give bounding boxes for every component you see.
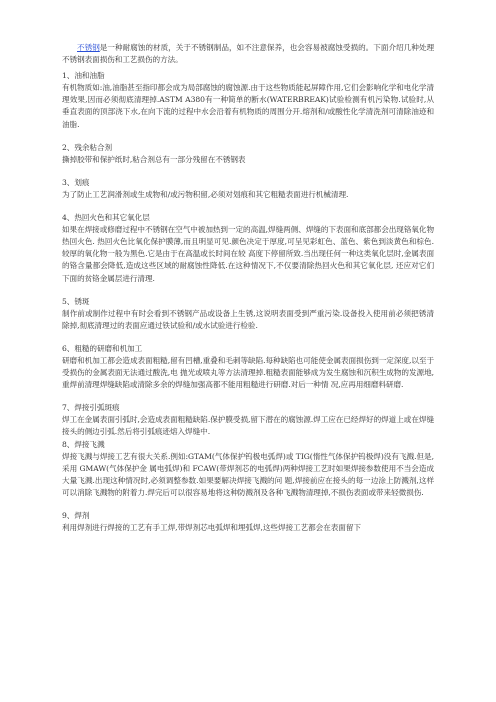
intro-paragraph (62, 42, 434, 66)
section-heading-rust: 5、锈斑 (62, 296, 90, 306)
section-heading-arc-strike: 7、焊接引弧斑痕 (62, 403, 120, 413)
section-heading-scratches: 3、划痕 (62, 177, 90, 187)
section-body-adhesive: 撕掉胶带和保护纸时,粘合剂总有一部分残留在不锈钢表 (62, 154, 246, 164)
section-heading-adhesive: 2、残余粘合剂 (62, 142, 113, 152)
section-heading-oil: 1、油和油脂 (62, 71, 105, 81)
section-heading-grinding: 6、粗糙的研磨和机加工 (62, 343, 143, 353)
section-body-rust: 制作前或制作过程中有时会看到不锈钢产品或设备上生锈,这说明表面受到严重污染.设备投入使用前必须把锈清除掉,彻底清理过的表面应通过铁试验和/或水试验进行检验. (62, 308, 434, 330)
section-body-oil: 有机物质如:油,油脂甚至指印都会成为局部腐蚀的腐蚀源.由于这些物质能起屏障作用,它们会影响化学和电化学清理效果,因而必须彻底清理掉.ASTM A380有一种简单的断水(WATERBREAK)试验检测有机污染物.试验时,从垂直表面的顶部浇下水,在向下流的过程中水会沿着有机物质的周围分开.熔剂和/或酸性化学清洗剂可清除油迹和油脂. (62, 83, 434, 129)
intro-text: 是一种耐腐蚀的材质，关于不锈钢制品，如不注意保养，也会容易被腐蚀受损的。下面介绍几种处理不锈钢表面损伤和工艺损伤的方法。 (62, 43, 434, 65)
stainless-steel-link[interactable]: 不锈钢 (77, 43, 100, 52)
section-heading-spatter: 8、焊接飞溅 (62, 439, 105, 449)
document-page (62, 42, 434, 534)
section-body-heat-tint: 如果在焊接或修磨过程中不锈钢在空气中被加热到一定的高温,焊缝两侧、焊缝的下表面和底部都会出现铬氧化物热回火色. 热回火色比氧化保护膜薄,而且明显可见.颜色决定于厚度,可呈见彩虹色、蓝色、紫色到淡黄色和棕色.较厚的氧化物一般为黑色.它是由于在高温或长时间在较 高度下停留所致.当出现任何一种这类氧化层时,金属表面的铬含量都会降低,造成这些区域的耐腐蚀性降低.在这种情况下,不仅要清除热回火色和其它氧化层, 还应对它们下面的贫铬金属层进行清理. (62, 225, 435, 283)
section-heading-flux: 9、焊剂 (62, 511, 90, 520)
section-body-grinding: 研磨和机加工都会造成表面粗糙,留有凹槽,重叠和毛刺等缺陷.每种缺陷也可能使金属表面损伤到一定深度,以至于受损伤的金属表面无法通过酸洗,电 抛光或喷丸等方法清理掉.粗糙表面能够成为发生腐蚀和沉积生成物的发源地,重焊前清理焊缝缺陷或清除多余的焊缝加强高都不能用粗糙进行研磨.对后一种情 况,应再用细磨料研磨. (62, 355, 434, 390)
section-body-scratches: 为了防止工艺润滑剂或生成物和/或污物积留,必须对划痕和其它粗糙表面进行机械清理. (62, 189, 349, 199)
section-body-spatter: 焊接飞溅与焊接工艺有很大关系.例如:GTAM(气体保护钨极电弧焊)或 TIG(惰性气体保护钨极焊)没有飞溅.但是,采用 GMAW(气体保护金 属电弧焊)和 FCAW(带焊剂芯的电弧焊)两种焊接工艺时如果焊接参数使用不当会造成大量飞溅.出现这种情况时,必须调整参数.如果要解决焊接飞溅的问 题,焊接前应在接头的每一边涂上防溅剂,这样可以消除飞溅物的附着力.焊完后可以很容易地将这种防溅剂及各种飞溅物清理掉,不损伤表面或带来轻微损伤. (62, 451, 434, 497)
section-body-arc-strike: 焊工在金属表面引弧时,会造成表面粗糙缺陷.保护膜受损,留下潜在的腐蚀源.焊工应在已经焊好的焊道上或在焊缝接头的侧边引弧.然后将引弧痕迹熔入焊缝中. (62, 415, 434, 437)
section-heading-heat-tint: 4、热回火色和其它氧化层 (62, 213, 150, 223)
section-body-flux: 利用焊剂进行焊接的工艺有手工焊,带焊剂芯电弧焊和埋弧焊,这些焊接工艺都会在表面留下 (62, 523, 361, 533)
